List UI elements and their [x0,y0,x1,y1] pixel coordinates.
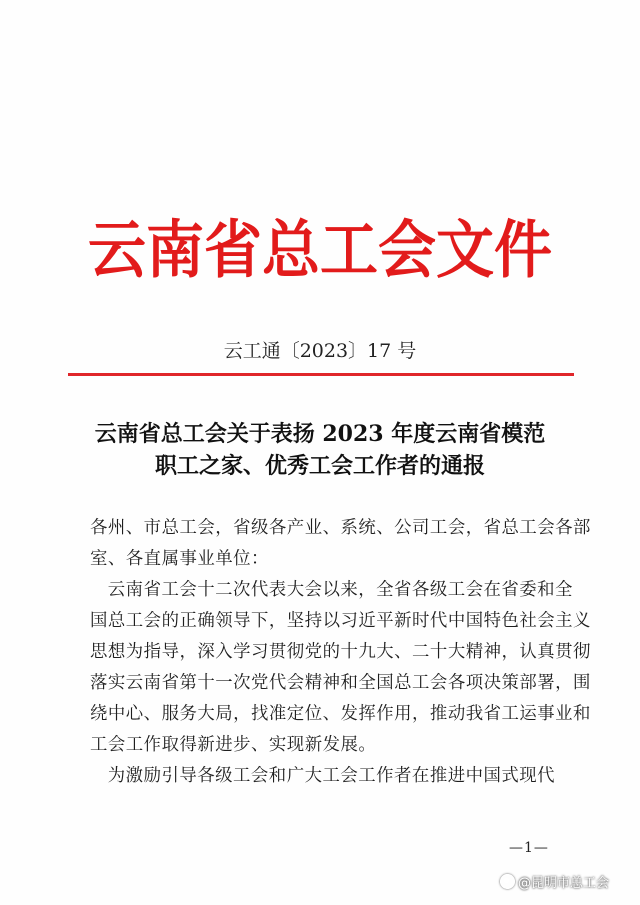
weibo-camera-icon [500,874,515,889]
body-line: 绕中心、服务大局，找准定位、发挥作用，推动我省工运事业和 [90,704,591,724]
notice-title-line: 职工之家、优秀工会工作者的通报 [154,453,485,479]
watermark-text: @昆明市总工会 [518,876,610,891]
body-line: 各州、市总工会，省级各产业、系统、公司工会，省总工会各部 [90,518,591,538]
notice-title [80,418,560,482]
red-divider-rule [68,373,574,376]
page-number: —1— [509,840,549,856]
body-line: 落实云南省第十一次党代会精神和全国总工会各项决策部署，围 [90,673,591,693]
document-number: 云工通〔2023〕17 号 [223,340,417,362]
body-line: 为激励引导各级工会和广大工会工作者在推进中国式现代 [72,766,556,786]
body-line: 工会工作取得新进步、实现新发展。 [90,735,377,755]
body-line: 室、各直属事业单位： [90,549,269,569]
body-line: 国总工会的正确领导下，坚持以习近平新时代中国特色社会主义 [90,611,591,631]
document-header-title: 云南省总工会文件 [87,213,552,287]
notice-body [72,513,591,792]
body-line: 云南省工会十二次代表大会以来，全省各级工会在省委和全 [72,580,573,600]
notice-title-line: 云南省总工会关于表扬 2023 年度云南省模范 [94,421,546,447]
watermark [500,872,609,891]
body-line: 思想为指导，深入学习贯彻党的十九大、二十大精神，认真贯彻 [90,642,591,662]
